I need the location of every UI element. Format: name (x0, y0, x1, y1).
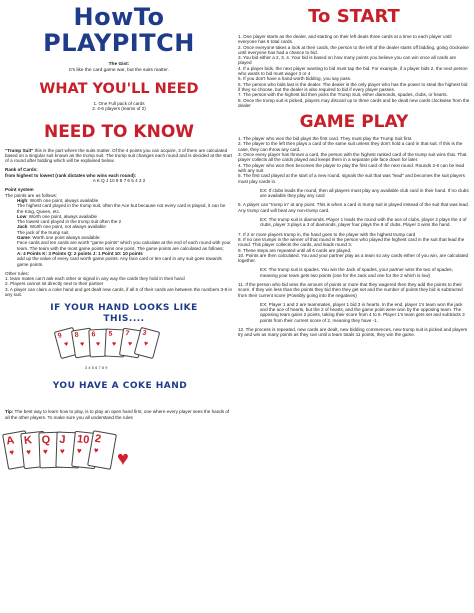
playing-card-value: 2 (93, 432, 102, 446)
point-item-text: : Worth one point, always available (26, 213, 98, 219)
playing-card-value: 7 (124, 330, 130, 338)
start-item: 7. The person with the highest bid then picks the Trump Suit, either diamonds, spades, clubs, or hearts. (238, 92, 448, 98)
game-item: 7. If 2 or more players trump in, the hand goes to the player with the highest trump card (238, 231, 416, 237)
point-item-bold: High (17, 197, 28, 203)
coke-strip: 3 4 5 6 7 8 9 (85, 366, 108, 371)
need-title: WHAT YOU'LL NEED (39, 81, 199, 97)
point-item-bold: Low (17, 213, 27, 219)
heart-icon: ♥ (93, 445, 100, 456)
game-item: 12. The process is repeated, new cards are dealt, new bidding commences, new trump suit is picked and players try and win as many points as they can until a team totals 11 points, they win the game. (238, 327, 468, 338)
game-item: 10. Points are then calculated. You and your partner play as a team so any cards either of you win, are calculated together. (238, 252, 469, 264)
point-item-text: add up the value of every card worth game points. Any face card or ten card in any suit goes towards game points. (17, 256, 222, 267)
point-item-text: The lowest card played in the trump suit often the 2 (17, 219, 122, 225)
start-item: 8. Once the trump suit is picked, players may discard up to three cards and be dealt new cards clockwise from the dealer (238, 97, 470, 108)
playing-card (87, 430, 117, 470)
point-item (5, 240, 233, 251)
game-example: EX: The trump suit is diamonds. Player 1 leads the round with the ace of clubs, player 2 plays the 4 of clubs, player 3 plays a 3 of diamonds, player four plays the 9 of clubs. Player 3 wins the hand. (260, 217, 467, 228)
start-item: 3. You bid either a 2, 3, 4. Your bid is based on how many points you believe you can win once all cards are played (238, 55, 457, 66)
points-intro: The points are as follows: (5, 192, 58, 198)
game-item: 11. If the person who bid wins the amount of points or more that they wagered then they add the points to their score. If they win less than the points they bid then they get set and the number of points they bid is subtracted from their current score (Possibly going into the negatives) (238, 281, 463, 298)
heart-icon: ♥ (79, 341, 85, 349)
start-title: To START (308, 6, 400, 27)
start-item: 1. One player starts as the dealer, and starting on their left deals three cards at a time to each player until everyone has 6 total cards. (238, 34, 452, 45)
point-item (5, 203, 233, 214)
tip (5, 409, 233, 420)
point-item-text: : Worth one point, not always available (27, 224, 106, 230)
gist-text: It's like the card game war, but the suits matter. (69, 68, 169, 73)
game-item: 3. Once every player has thrown a card, the person with the highest ranked card of the trump suit wins that. That player collects all the cards played and keeps them in a separate pile face down for later. (238, 152, 467, 163)
rank-line: from highest to lowest (rank dictates who wins each round): (5, 172, 137, 178)
heart-icon: ♥ (63, 341, 70, 349)
start-list (238, 34, 470, 108)
need-item: 1. One Full pack of cards (93, 101, 145, 106)
playing-card-value: 6 (91, 331, 96, 339)
rank-values: A K Q J 10 9 8 7 6 5 4 3 2 (92, 178, 146, 184)
left-column (5, 0, 233, 470)
coke-top-text: IF YOUR HAND LOOKS LIKE THIS.... (50, 303, 198, 325)
heart-icon: ♥ (117, 447, 129, 470)
know-title: NEED TO KNOW (43, 121, 195, 142)
point-item-text: Face cards and ten cards are worth "game points" which you calculate at the end of each round with your team. The team with the most game points wins one point. The game points are calculated as follows; (17, 240, 231, 251)
gist-label: The Gist: (108, 62, 130, 67)
heart-icon: ♥ (127, 340, 133, 349)
heart-icon: ♥ (8, 447, 15, 458)
point-item-bold: Jack (17, 224, 28, 230)
trump-intro-text: this is the part where the suits matter. Of the 4 points you can acquire, 3 of them are calculated based on a singular suit known as the trump suit. The trump suit changes each round and is decided at the start of a round after bidding which will be explained below. (5, 147, 232, 164)
rank-label: Rank of Cards: (5, 167, 38, 173)
start-item: 4. If a player bids, the next player wanting to bid must tap the bid. For example, if a player bids 2, the next person who wants to bid must wager 3 or 4 (238, 65, 468, 77)
game-item: 2. The player to the left then plays a card of the same suit unless they don't hold a card in that suit. If this is the case, they can throw any card. (238, 141, 463, 152)
game-item: 4. The player who won then becomes the player to play the first card of the next round. Rounds 2-6 can be lead with any suit (238, 162, 465, 173)
game-title: GAME PLAY (299, 112, 409, 133)
heart-icon: ♥ (59, 446, 65, 456)
game-item: 6. A player can "trump in" at any point. This is when a card in trump suit is played instead of the suit that was lead. Any trump card will beat any non-trump card. (238, 202, 469, 213)
playing-card-value: Q (41, 433, 51, 447)
heart-icon: ♥ (142, 340, 149, 349)
playing-card-value: 5 (108, 330, 113, 339)
start-item: 6. The person who bids last is the dealer. The dealer is the only player who has the power to steal the highest bid if they so choose, but the dealer is also required to bid if every player passes. (238, 81, 468, 92)
trump-intro (5, 148, 233, 164)
game-item: 1. The player who won the bid plays the first card. They must play the Trump Suit first. (238, 136, 413, 142)
point-item-text: The highest card played in the trump suit, often the Ace but because not every card is played, it can be the King, Queen, etc. (17, 203, 226, 214)
playing-card-value: 8 (74, 331, 80, 340)
points-list (5, 198, 233, 267)
game-list (238, 136, 470, 338)
other-rule-item: 1. team mates can't ask each other or signal in any way the cards they hold in their hand (5, 276, 185, 282)
start-item: 2. Once everyone takes a look at their cards, the person to the left of the dealer starts off bidding, going clockwise until everyone has had a chance to bid. (238, 44, 469, 55)
tip-text: The best way to learn how to play, is to play an open hand first, one where every player sees the hands of all the other players. To make sure you all understand the rules (5, 409, 230, 420)
tip-label: Tip: (5, 409, 14, 415)
coke-bottom-text: YOU HAVE A COKE HAND (52, 381, 188, 392)
need-item: 2. 4-6 players (teams of 2) (92, 106, 146, 112)
heart-icon: ♥ (76, 446, 83, 456)
bottom-cards (5, 426, 233, 470)
point-item-text: The jack of the trump suit (17, 229, 69, 235)
playing-card-value: K (23, 434, 33, 447)
game-item: 5. The first card played at the start of a new round, signals the suit that was "lead" and becomes the suit players must play cards in. (238, 173, 465, 184)
playing-card-value: J (59, 433, 66, 446)
other-rule-item: 3. A player can claim a coke hand and get dealt new cards, if all 6 of their cards are between the numbers 3-9 in any suit. (5, 286, 233, 298)
heart-icon: ♥ (42, 447, 48, 457)
trump-intro-bold: "Trump Suit" (5, 147, 34, 153)
playing-card-value: 9 (57, 332, 63, 341)
point-item-bold: A: 4 Points K: 3 Points Q: 2 points J: 1 Point 10: 10 points (17, 250, 143, 256)
playing-card-value: A (5, 434, 16, 448)
point-item-text: : Worth one point always available: (29, 235, 101, 241)
point-item (5, 256, 233, 267)
heart-icon: ♥ (111, 341, 117, 349)
game-example: EX: If clubs leads the round, then all players must play any available club card in their hand. If no clubs are available they play any card (260, 187, 469, 199)
heart-icon: ♥ (95, 341, 101, 349)
playing-card-value: 10 (76, 433, 90, 447)
heart-icon: ♥ (25, 447, 32, 457)
point-system-label: Point system (5, 187, 34, 193)
game-example: EX: The trump suit is spades. You win the Jack of spades, your partner wins the two of spades, meaning your team gets two points (one for the Jack and one for the 2 which is low) (260, 267, 453, 278)
point-item-text: : Worth one point, always available (27, 197, 99, 203)
coke-cards (57, 329, 167, 365)
need-list (5, 101, 233, 112)
playing-card-value: 3 (141, 329, 148, 338)
other-rule-item: 2. Players cannot sit directly next to their partner (5, 281, 104, 287)
page-title: HowTo PLAYPITCH (43, 3, 195, 57)
game-item: 9. These steps are repeated until all 6 cards are played. (238, 247, 352, 253)
right-column (238, 0, 470, 338)
other-rules-label: Other rules: (5, 270, 29, 276)
start-item: 5. If you don't have a hand worth bidding, you say pass. (238, 76, 352, 82)
game-example: EX: Player 1 and 2 are teammates, player 1 bid 3 in hearts. In the end, player 1's team won the jack and the ace of hearts, but the 2 of hearts, and the game point were won by the opposing team. The opposing team gains 2 points, taking their score from 4 to 6. Player 1's team gets set and subtracts 3 points from their current score of 2, meaning they have -1. (260, 301, 465, 323)
other-rules-list (5, 276, 233, 297)
game-item: 8. If no one trumps in the winner of that round is the person who played the highest card in the suit that lead the round. This player collects the cards, and leads round 3. (238, 236, 465, 248)
point-item-bold: Game (17, 235, 30, 241)
coke-hand-figure (5, 303, 233, 405)
